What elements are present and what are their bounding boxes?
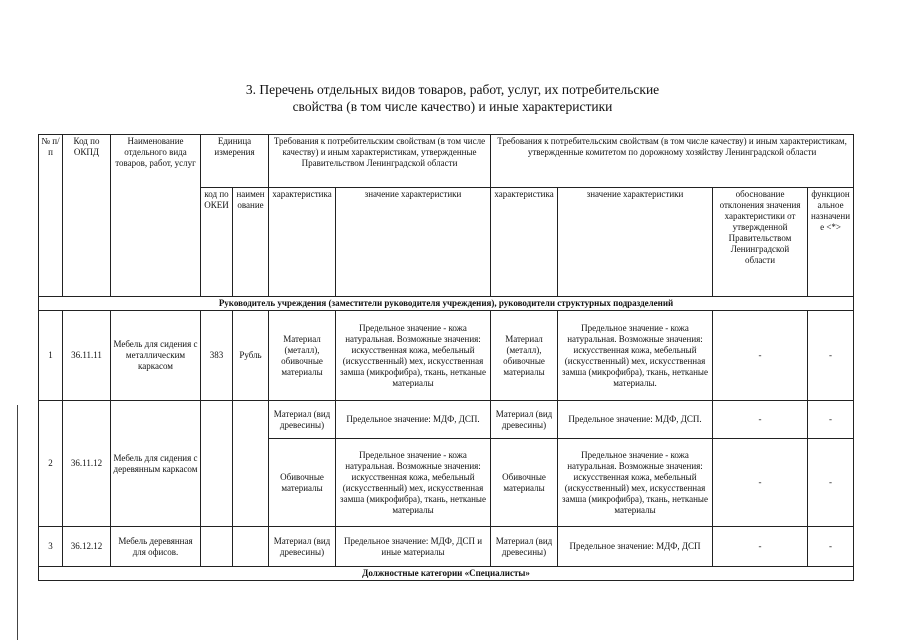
row3-value-committee: Предельное значение: МДФ, ДСП [558,527,713,567]
row2a-value-gov: Предельное значение: МДФ, ДСП. [336,401,491,439]
row3-unit [233,527,269,567]
row1-name: Мебель для сидения с металлическим каркасом [111,311,201,401]
scan-margin-line [17,405,18,640]
row1-char-committee: Материал (металл), обивочные материалы [491,311,558,401]
row2b-char-committee: Обивочные материалы [491,439,558,527]
row1-char-gov: Материал (металл), обивочные материалы [269,311,336,401]
title-line-2: свойства (в том числе качество) и иные характеристики [292,99,613,114]
row2a-char-committee: Материал (вид древесины) [491,401,558,439]
row2-okei [201,401,233,527]
section-row-heads [39,297,854,311]
header-char-committee: характеристика [491,188,558,297]
table-row [39,527,854,567]
table-row [39,311,854,401]
row2b-justification: - [713,439,808,527]
document-title [0,81,905,115]
row3-name: Мебель деревянная для офисов. [111,527,201,567]
header-num: № п/п [39,135,63,297]
row2a-value-committee: Предельное значение: МДФ, ДСП. [558,401,713,439]
row3-char-gov: Материал (вид древесины) [269,527,336,567]
row1-okei: 383 [201,311,233,401]
row2-okpd: 36.11.12 [63,401,111,527]
row2a-char-gov: Материал (вид древесины) [269,401,336,439]
row1-value-committee: Предельное значение - кожа натуральная. Возможные значения: искусственная кожа, мебельный (искусственный) мех, искусственная замша (микрофибра), ткань, нетканые материалы. [558,311,713,401]
row1-value-gov: Предельное значение - кожа натуральная. Возможные значения: искусственная кожа, мебельный (искусственный) мех, искусственная замша (микрофибра), ткань, нетканые материалы [336,311,491,401]
title-line-1: 3. Перечень отдельных видов товаров, работ, услуг, их потребительские [245,82,660,97]
row2a-function: - [808,401,854,439]
header-row-1 [39,135,854,188]
header-char-gov: характеристика [269,188,336,297]
row2b-value-gov: Предельное значение - кожа натуральная. Возможные значения: искусственная кожа, мебельный (искусственный) мех, искусственная замша (микрофибра), ткань, нетканые материалы [336,439,491,527]
row1-okpd: 36.11.11 [63,311,111,401]
row3-char-committee: Материал (вид древесины) [491,527,558,567]
row2-name: Мебель для сидения с деревянным каркасом [111,401,201,527]
header-value-committee: значение характеристики [558,188,713,297]
header-justification: обоснование отклонения значения характеристики от утвержденной Правительством Ленинградской области [713,188,808,297]
characteristics-table [38,134,854,581]
header-function: функциональное назначение <*> [808,188,854,297]
row1-function: - [808,311,854,401]
table-row [39,401,854,439]
row2a-justification: - [713,401,808,439]
row3-num: 3 [39,527,63,567]
row3-justification: - [713,527,808,567]
header-value-gov: значение характеристики [336,188,491,297]
row2-unit [233,401,269,527]
row2-num: 2 [39,401,63,527]
section-specialists: Должностные категории «Специалисты» [39,567,854,581]
section-row-specialists [39,567,854,581]
header-okei: код по ОКЕИ [201,188,233,297]
row3-function: - [808,527,854,567]
row3-okpd: 36.12.12 [63,527,111,567]
header-unit: Единица измерения [201,135,269,188]
header-req-gov: Требования к потребительским свойствам (в том числе качеству) и иным характеристикам, утвержденные Правительством Ленинградской области [269,135,491,188]
row1-num: 1 [39,311,63,401]
header-req-committee: Требования к потребительским свойствам (в том числе качеству) и иным характеристикам, утвержденные комитетом по дорожному хозяйству Ленинградской области [491,135,854,188]
row2b-char-gov: Обивочные материалы [269,439,336,527]
header-name: Наименование отдельного вида товаров, работ, услуг [111,135,201,297]
header-okpd: Код по ОКПД [63,135,111,297]
row1-justification: - [713,311,808,401]
row1-unit: Рубль [233,311,269,401]
row2b-function: - [808,439,854,527]
row3-okei [201,527,233,567]
row2b-value-committee: Предельное значение - кожа натуральная. Возможные значения: искусственная кожа, мебельный (искусственный) мех, искусственная замша (микрофибра), ткань, нетканые материалы [558,439,713,527]
section-heads: Руководитель учреждения (заместители руководителя учреждения), руководители структурных подразделений [39,297,854,311]
row3-value-gov: Предельное значение: МДФ, ДСП и иные материалы [336,527,491,567]
header-unit-name: наименование [233,188,269,297]
